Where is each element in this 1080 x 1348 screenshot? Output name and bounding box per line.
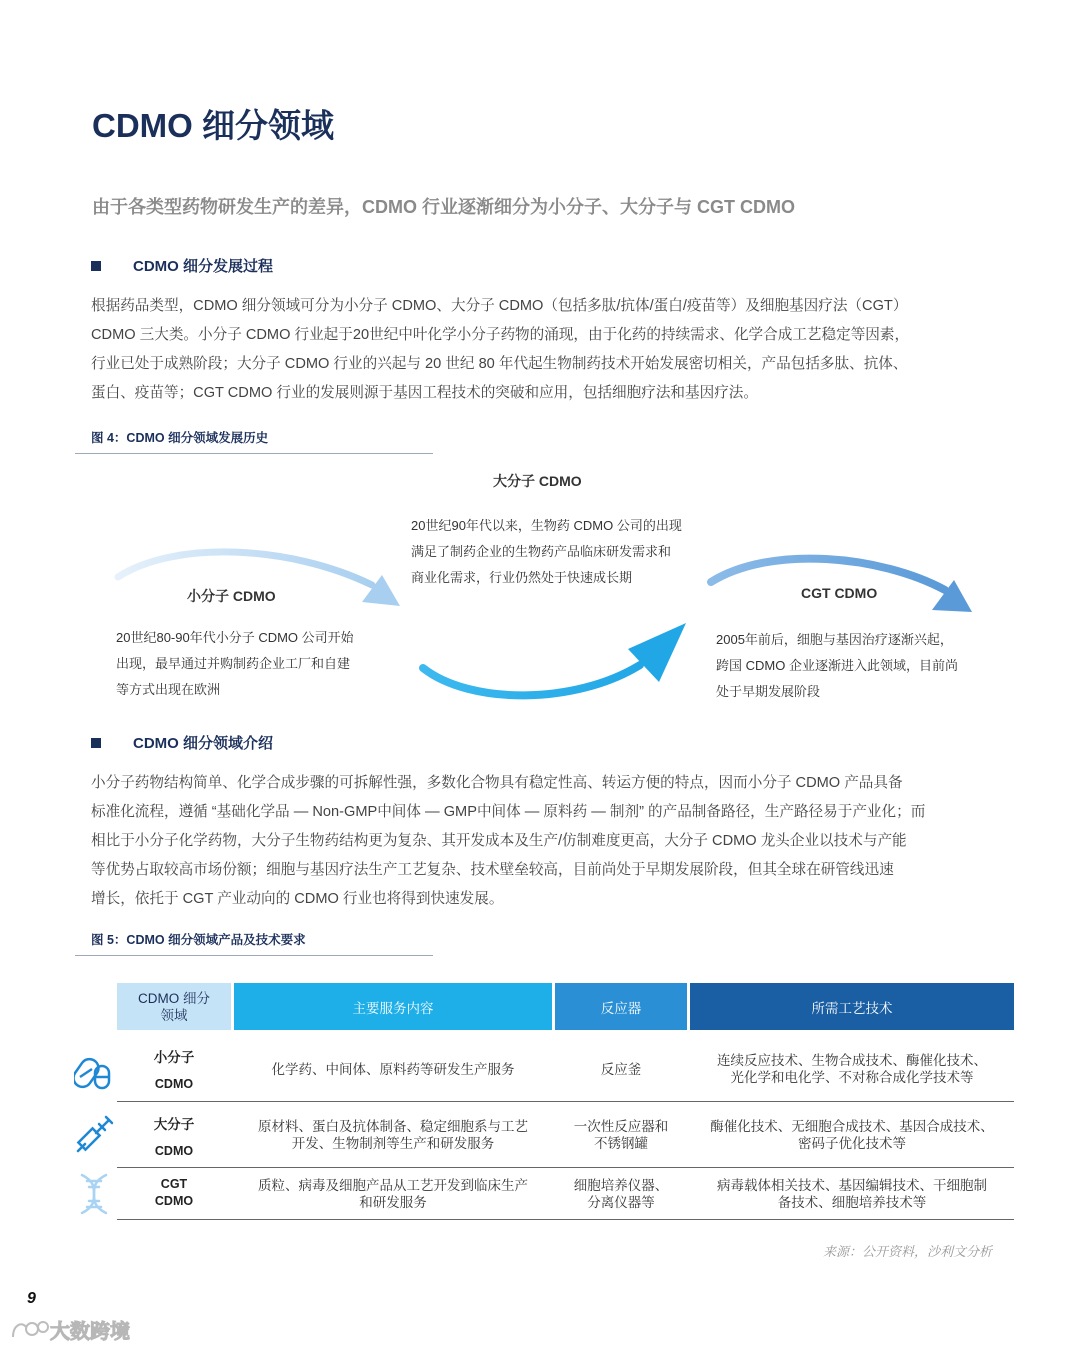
table-divider [117, 1101, 1014, 1102]
dna-icon [76, 1173, 112, 1215]
table-divider [117, 1219, 1014, 1220]
intro-paragraph: 小分子药物结构简单、化学合成步骤的可拆解性强，多数化合物具有稳定性高、转运方便的特点，因而小分子 CDMO 产品具备 标准化流程，遵循 “基础化学品 — Non-GMP中间体 — GMP中间体 — 原料药 — 制剂” 的产品制备路径，生产路径易于产业化；而 相比于小分子化学药物，大分子生物药结构更为复杂、其开发成本及生产/仿制难度更高，大分子 CDMO 龙头企业以技术与产能 等优势占取较高市场份额；细胞与基因疗法生产工艺复杂、技术壁垒较高，目前尚处于早期发展阶段，但其全球在研管线迅速 增长，依托于 CGT 产业动向的 CDMO 行业也将得到快速发展。 [91, 775, 926, 907]
bullet-square-icon [91, 261, 101, 271]
row-small-molecule-reactor: 反应釜 [600, 1061, 642, 1077]
development-paragraph: 根据药品类型，CDMO 细分领域可分为小分子 CDMO、大分子 CDMO（包括多肽/抗体/蛋白/疫苗等）及细胞基因疗法（CGT） CDMO 三大类。小分子 CDMO 行业起于20世纪中叶化学小分子药物的涌现，由于化药的持续需求、化学合成工艺稳定等因素， 行业已处于成熟阶段；大分子 CDMO 行业的兴起与 20 世纪 80 年代起生物制药技术开始发展密切相关，产品包括多肽、抗体、 蛋白、疫苗等；CGT CDMO 行业的发展则源于基因工程技术的突破和应用，包括细胞疗法和基因疗法。 [91, 298, 910, 401]
row-large-molecule-reactor: 一次性反应器和 不锈钢罐 [573, 1119, 669, 1151]
row-small-molecule-services: 化学药、中间体、原料药等研发生产服务 [271, 1061, 515, 1077]
syringe-icon [74, 1115, 114, 1155]
table-header-services: 主要服务内容 [234, 983, 552, 1030]
figure5-caption: 图 5：CDMO 细分领域产品及技术要求 [91, 933, 306, 947]
page-title: CDMO 细分领域 [92, 107, 334, 144]
row-cgt-services: 质粒、病毒及细胞产品从工艺开发到临床生产 和研发服务 [258, 1178, 528, 1210]
cgt-text: 2005年前后，细胞与基因治疗逐渐兴起， 跨国 CDMO 企业逐渐进入此领域，目前尚 处于早期发展阶段 [716, 632, 958, 699]
watermark: 大数跨境 [10, 1315, 130, 1344]
figure4-rule [75, 453, 433, 454]
large-molecule-text: 20世纪90年代以来，生物药 CDMO 公司的出现 满足了制药企业的生物药产品临床研发需求和 商业化需求，行业仍然处于快速成长期 [411, 518, 682, 585]
large-molecule-title: 大分子 CDMO [493, 473, 582, 489]
row-cgt-reactor: 细胞培养仪器、 分离仪器等 [573, 1178, 669, 1210]
figure5-rule [75, 955, 433, 956]
figure4-caption: 图 4：CDMO 细分领域发展历史 [91, 431, 269, 445]
page-subtitle: 由于各类型药物研发生产的差异，CDMO 行业逐渐细分为小分子、大分子与 CGT CDMO [92, 197, 795, 217]
source-note: 来源：公开资料，沙利文分析 [822, 1244, 992, 1259]
capsule-icon [74, 1052, 114, 1090]
row-large-molecule-tech: 酶催化技术、无细胞合成技术、基因合成技术、 密码子优化技术等 [710, 1119, 994, 1151]
row-small-molecule-tech: 连续反应技术、生物合成技术、酶催化技术、 光化学和电化学、不对称合成化学技术等 [717, 1053, 987, 1085]
watermark-logo-icon [10, 1317, 50, 1343]
table-header-tech: 所需工艺技术 [690, 983, 1014, 1030]
cgt-title: CGT CDMO [801, 585, 878, 601]
row-small-molecule-name: 小分子 CDMO [153, 1050, 195, 1091]
table-divider [117, 1167, 1014, 1168]
table-header-reactor: 反应器 [555, 983, 687, 1030]
arrow-large-to-cgt-lower [423, 623, 686, 695]
bullet-square-icon [91, 738, 101, 748]
row-cgt-tech: 病毒载体相关技术、基因编辑技术、干细胞制 备技术、细胞培养技术等 [717, 1178, 987, 1210]
section-heading-intro: CDMO 细分领域介绍 [91, 732, 273, 753]
small-molecule-title: 小分子 CDMO [187, 588, 276, 604]
row-large-molecule-services: 原材料、蛋白及抗体制备、稳定细胞系与工艺 开发、生物制剂等生产和研发服务 [258, 1119, 528, 1151]
small-molecule-text: 20世纪80-90年代小分子 CDMO 公司开始 出现，最早通过并购制药企业工厂和自建 等方式出现在欧洲 [116, 630, 354, 697]
page-number: 9 [27, 1290, 36, 1307]
section-heading-development: CDMO 细分发展过程 [91, 255, 273, 276]
row-cgt-name: CGT CDMO [154, 1177, 194, 1208]
row-large-molecule-name: 大分子 CDMO [153, 1117, 195, 1158]
table-header-segment: CDMO 细分 领域 [117, 983, 231, 1030]
